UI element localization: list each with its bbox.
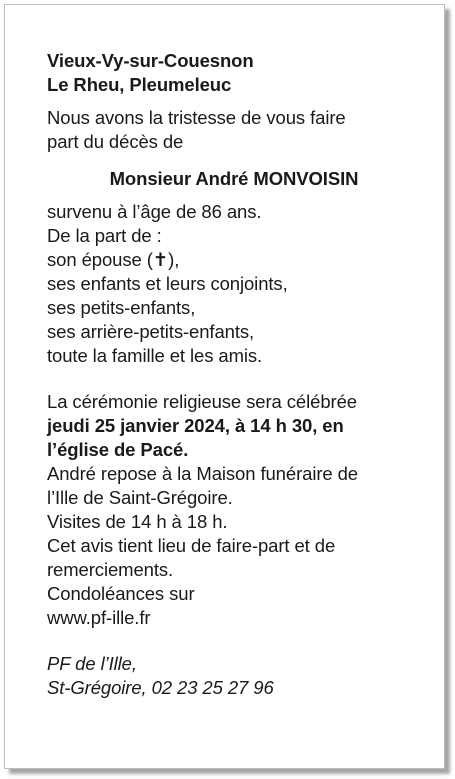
obituary-card [4,4,445,769]
condolences-line: Condoléances sur [47,583,195,604]
ceremony-place-line: l’église de Pacé. [47,439,189,460]
website-line: www.pf-ille.fr [47,607,151,628]
ceremony-line-1: La cérémonie religieuse sera célébrée [47,391,357,412]
ceremony-line-4: André repose à la Maison funéraire de [47,463,358,484]
signature-line-2: St-Grégoire, 02 23 25 27 96 [47,677,274,698]
intro-line-1: Nous avons la tristesse de vous faire [47,107,346,128]
ceremony-line-5: l’Ille de Saint-Grégoire. [47,487,233,508]
ceremony-section [47,390,417,630]
ceremony-line-8: remerciements. [47,559,174,580]
ceremony-date-line: jeudi 25 janvier 2024, à 14 h 30, en [47,415,344,436]
from-line: De la part de : [47,225,162,246]
grandchildren-line: ses petits-enfants, [47,297,196,318]
funeral-home-signature [47,652,417,700]
cross-icon: ✝ [152,249,169,270]
family-section [47,200,417,368]
place-line-2: Le Rheu, Pleumeleuc [47,74,232,95]
place-line-1: Vieux-Vy-sur-Couesnon [47,50,254,71]
others-line: toute la famille et les amis. [47,345,263,366]
spouse-line [47,248,417,272]
obituary-content [47,49,417,700]
intro-text [47,106,417,154]
children-line: ses enfants et leurs conjoints, [47,273,288,294]
spouse-prefix: son épouse ( [47,249,153,270]
signature-line-1: PF de l’Ille, [47,653,137,674]
great-grandchildren-line: ses arrière-petits-enfants, [47,321,255,342]
visiting-hours-line: Visites de 14 h à 18 h. [47,511,228,532]
ceremony-line-7: Cet avis tient lieu de faire-part et de [47,535,336,556]
age-line: survenu à l’âge de 86 ans. [47,201,262,222]
deceased-name: Monsieur André MONVOISIN [109,168,359,189]
intro-line-2: part du décès de [47,131,184,152]
spouse-suffix: ), [168,249,180,270]
